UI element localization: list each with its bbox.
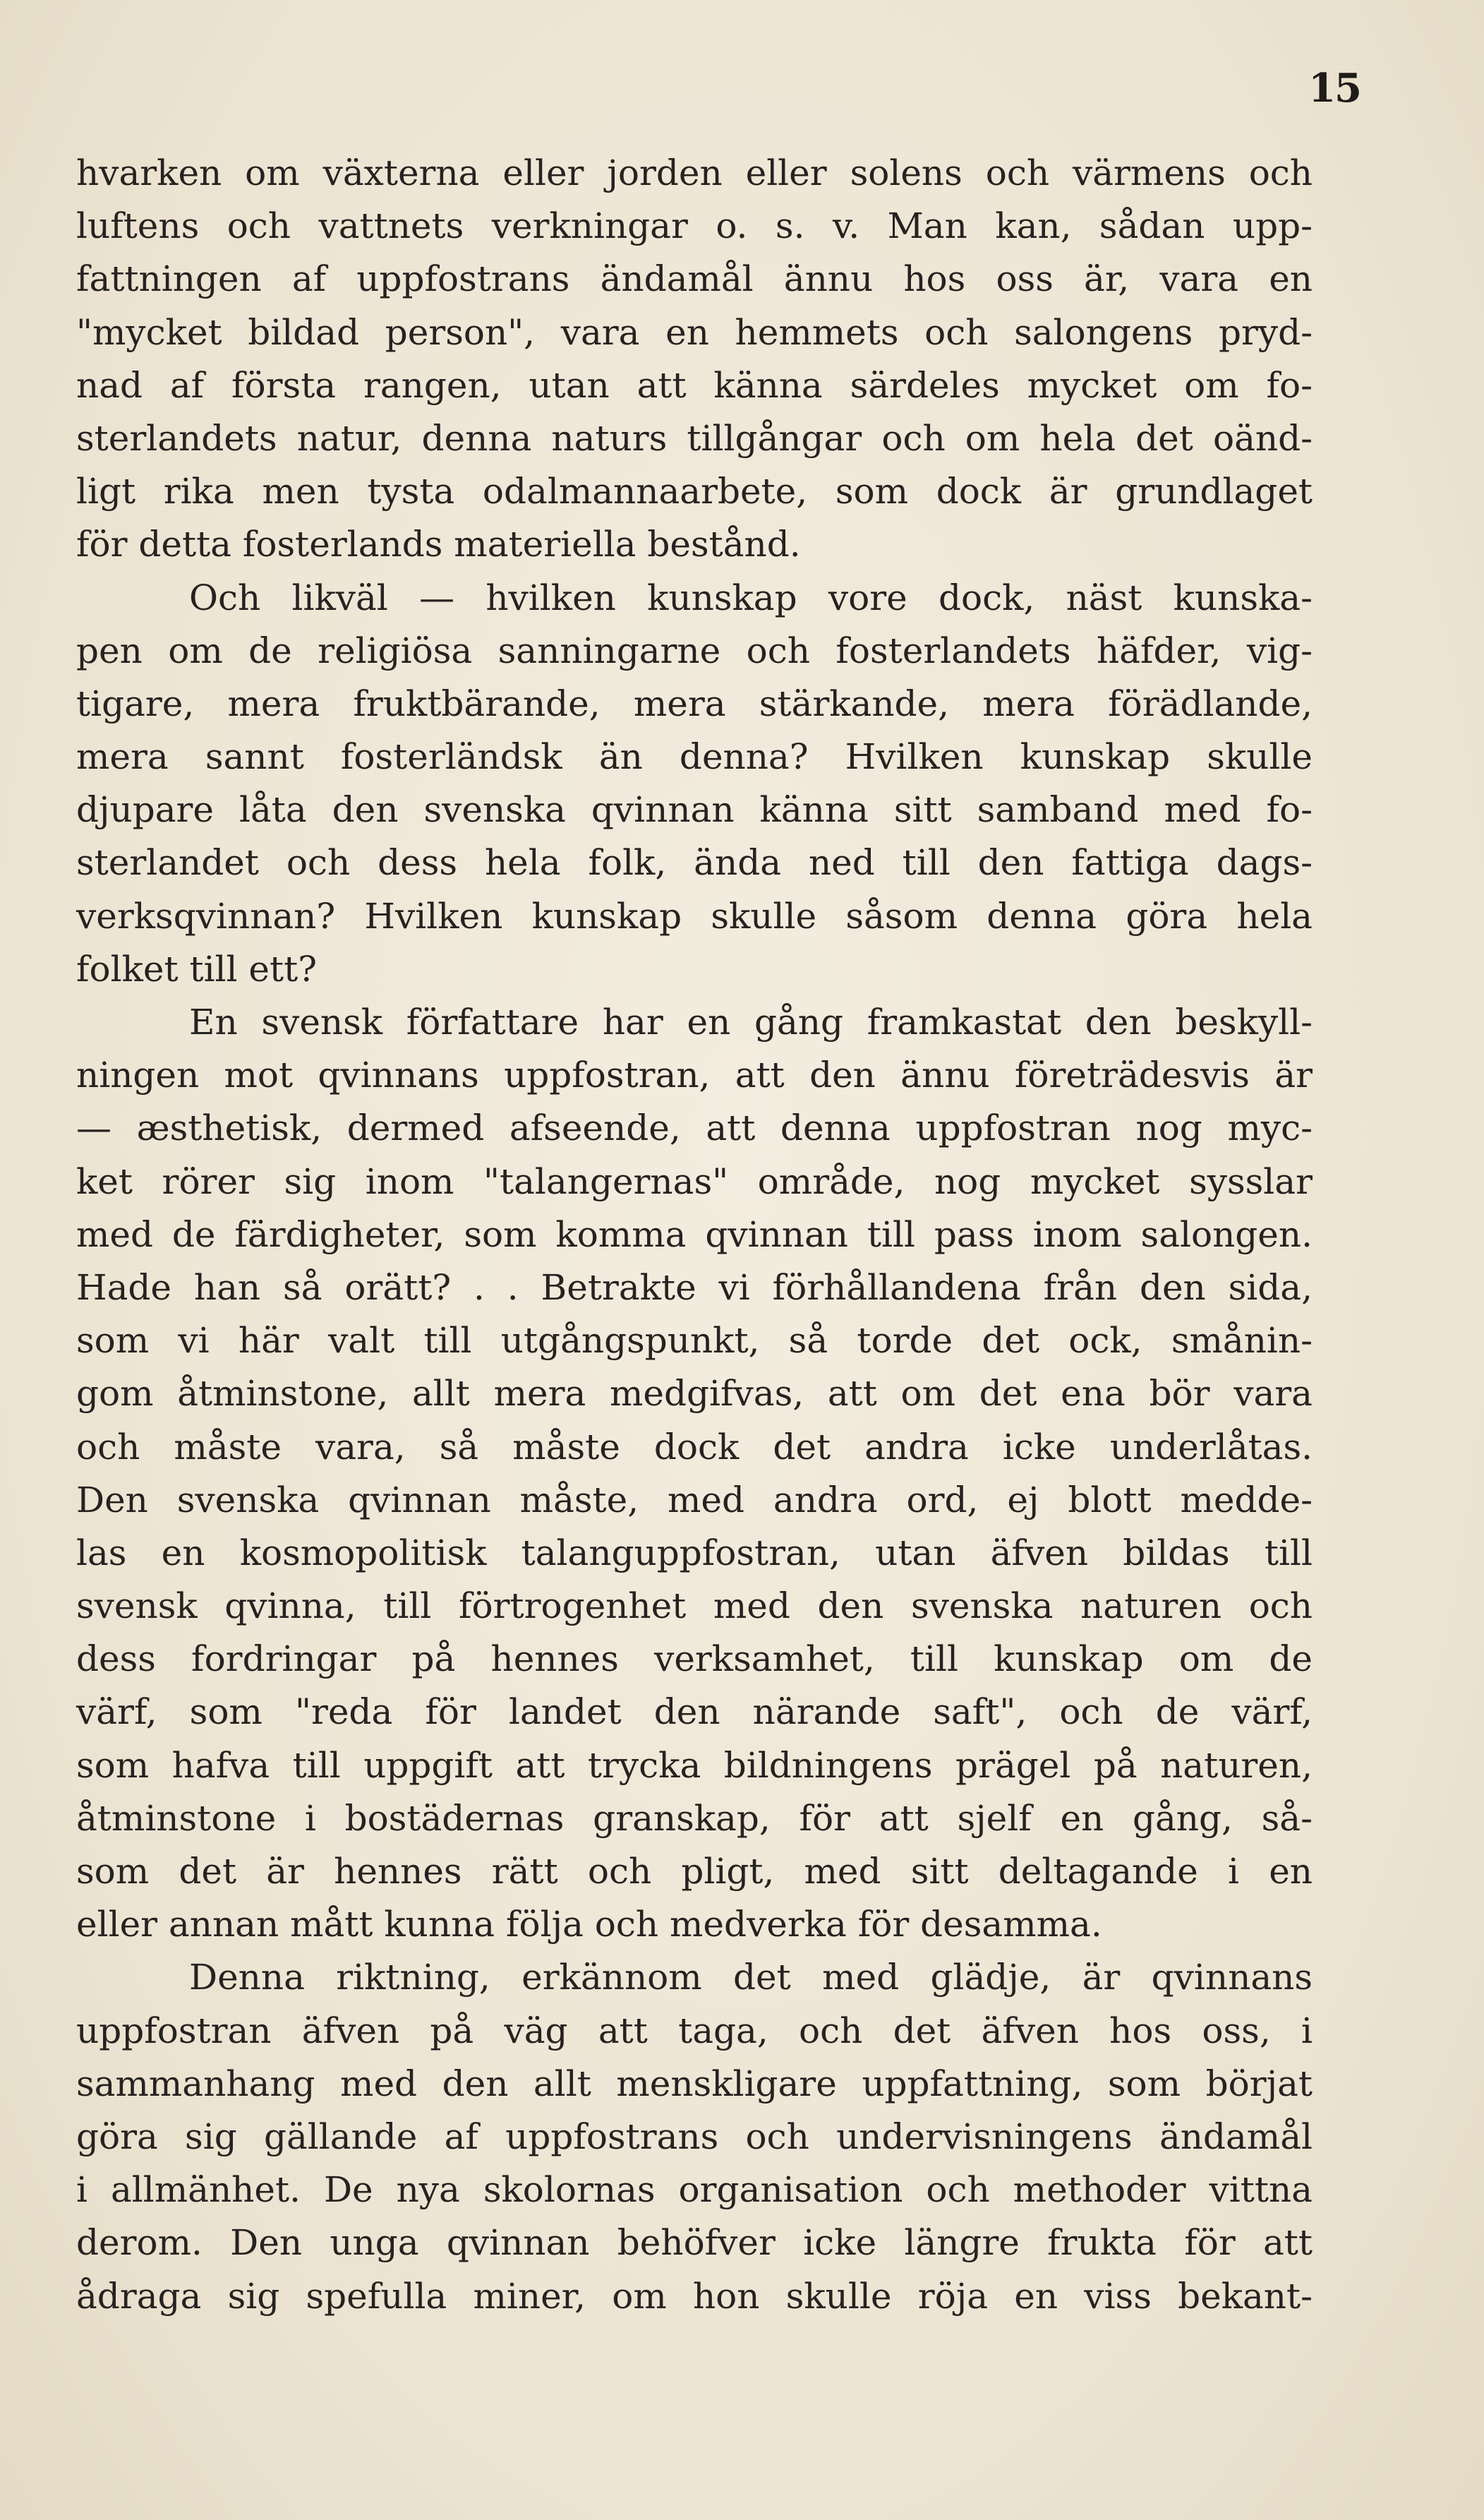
text-line: värf, som "reda för landet den närande saft", och de värf,: [76, 1691, 1313, 1733]
text-line: gom åtminstone, allt mera medgifvas, att om det ena bör vara: [76, 1373, 1313, 1415]
text-line: som vi här valt till utgångspunkt, så torde det ock, smånin-: [76, 1320, 1313, 1362]
text-line: dess fordringar på hennes verksamhet, till kunskap om de: [76, 1638, 1313, 1680]
text-line: svensk qvinna, till förtrogenhet med den svenska naturen och: [76, 1585, 1313, 1627]
text-line: verksqvinnan? Hvilken kunskap skulle såsom denna göra hela: [76, 895, 1313, 937]
text-line: pen om de religiösa sanningarne och fosterlandets häfder, vig-: [76, 630, 1313, 671]
text-line: uppfostran äfven på väg att taga, och det äfven hos oss, i: [76, 2010, 1313, 2051]
page-number: 15: [1308, 65, 1361, 112]
text-line: folket till ett?: [76, 948, 318, 990]
text-line: sterlandet och dess hela folk, ända ned till den fattiga dags-: [76, 842, 1313, 884]
text-line: ket rörer sig inom "talangernas" område, nog mycket sysslar: [76, 1160, 1313, 1202]
text-line: tigare, mera fruktbärande, mera stärkande, mera förädlande,: [76, 683, 1313, 724]
text-line: för detta fosterlands materiella bestånd.: [76, 524, 801, 565]
text-line: luftens och vattnets verkningar o. s. v. Man kan, sådan upp-: [76, 205, 1313, 247]
text-line: En svensk författare har en gång framkastat den beskyll-: [189, 1002, 1313, 1043]
text-line: "mycket bildad person", vara en hemmets och salongens pryd-: [76, 311, 1313, 353]
text-line: som hafva till uppgift att trycka bildningens prägel på naturen,: [76, 1744, 1313, 1786]
text-line: mera sannt fosterländsk än denna? Hvilken kunskap skulle: [76, 736, 1313, 778]
text-line: Och likväl — hvilken kunskap vore dock, näst kunska-: [189, 577, 1313, 618]
text-line: sterlandets natur, denna naturs tillgångar och om hela det oänd-: [76, 417, 1313, 459]
text-line: Den svenska qvinnan måste, med andra ord, ej blott medde-: [76, 1479, 1313, 1520]
text-line: nad af första rangen, utan att känna särdeles mycket om fo-: [76, 364, 1313, 406]
text-line: Denna riktning, erkännom det med glädje, är qvinnans: [189, 1957, 1313, 1998]
text-line: eller annan mått kunna följa och medverka för desamma.: [76, 1904, 1102, 1945]
text-line: ådraga sig spefulla miner, om hon skulle röja en viss bekant-: [76, 2275, 1313, 2317]
text-line: ningen mot qvinnans uppfostran, att den ännu företrädesvis är: [76, 1055, 1313, 1096]
text-line: som det är hennes rätt och pligt, med sitt deltagande i en: [76, 1851, 1313, 1892]
text-line: Hade han så orätt? . . Betrakte vi förhållandena från den sida,: [76, 1266, 1313, 1308]
text-line: och måste vara, så måste dock det andra icke underlåtas.: [76, 1426, 1313, 1468]
body-text: [76, 147, 1313, 2323]
text-line: las en kosmopolitisk talanguppfostran, utan äfven bildas till: [76, 1532, 1313, 1573]
text-line: ligt rika men tysta odalmannaarbete, som dock är grundlaget: [76, 471, 1313, 512]
text-line: sammanhang med den allt menskligare uppfattning, som börjat: [76, 2063, 1313, 2104]
text-line: fattningen af uppfostrans ändamål ännu hos oss är, vara en: [76, 258, 1313, 300]
text-line: i allmänhet. De nya skolornas organisation och methoder vittna: [76, 2169, 1313, 2211]
text-line: derom. Den unga qvinnan behöfver icke längre frukta för att: [76, 2222, 1313, 2264]
text-line: djupare låta den svenska qvinnan känna sitt samband med fo-: [76, 789, 1313, 831]
text-line: hvarken om växterna eller jorden eller solens och värmens och: [76, 152, 1313, 193]
text-line: åtminstone i bostädernas granskap, för att sjelf en gång, så-: [76, 1797, 1313, 1839]
text-line: med de färdigheter, som komma qvinnan till pass inom salongen.: [76, 1213, 1313, 1255]
text-line: göra sig gällande af uppfostrans och undervisningens ändamål: [76, 2116, 1313, 2157]
text-line: — æsthetisk, dermed afseende, att denna uppfostran nog myc-: [76, 1108, 1313, 1149]
